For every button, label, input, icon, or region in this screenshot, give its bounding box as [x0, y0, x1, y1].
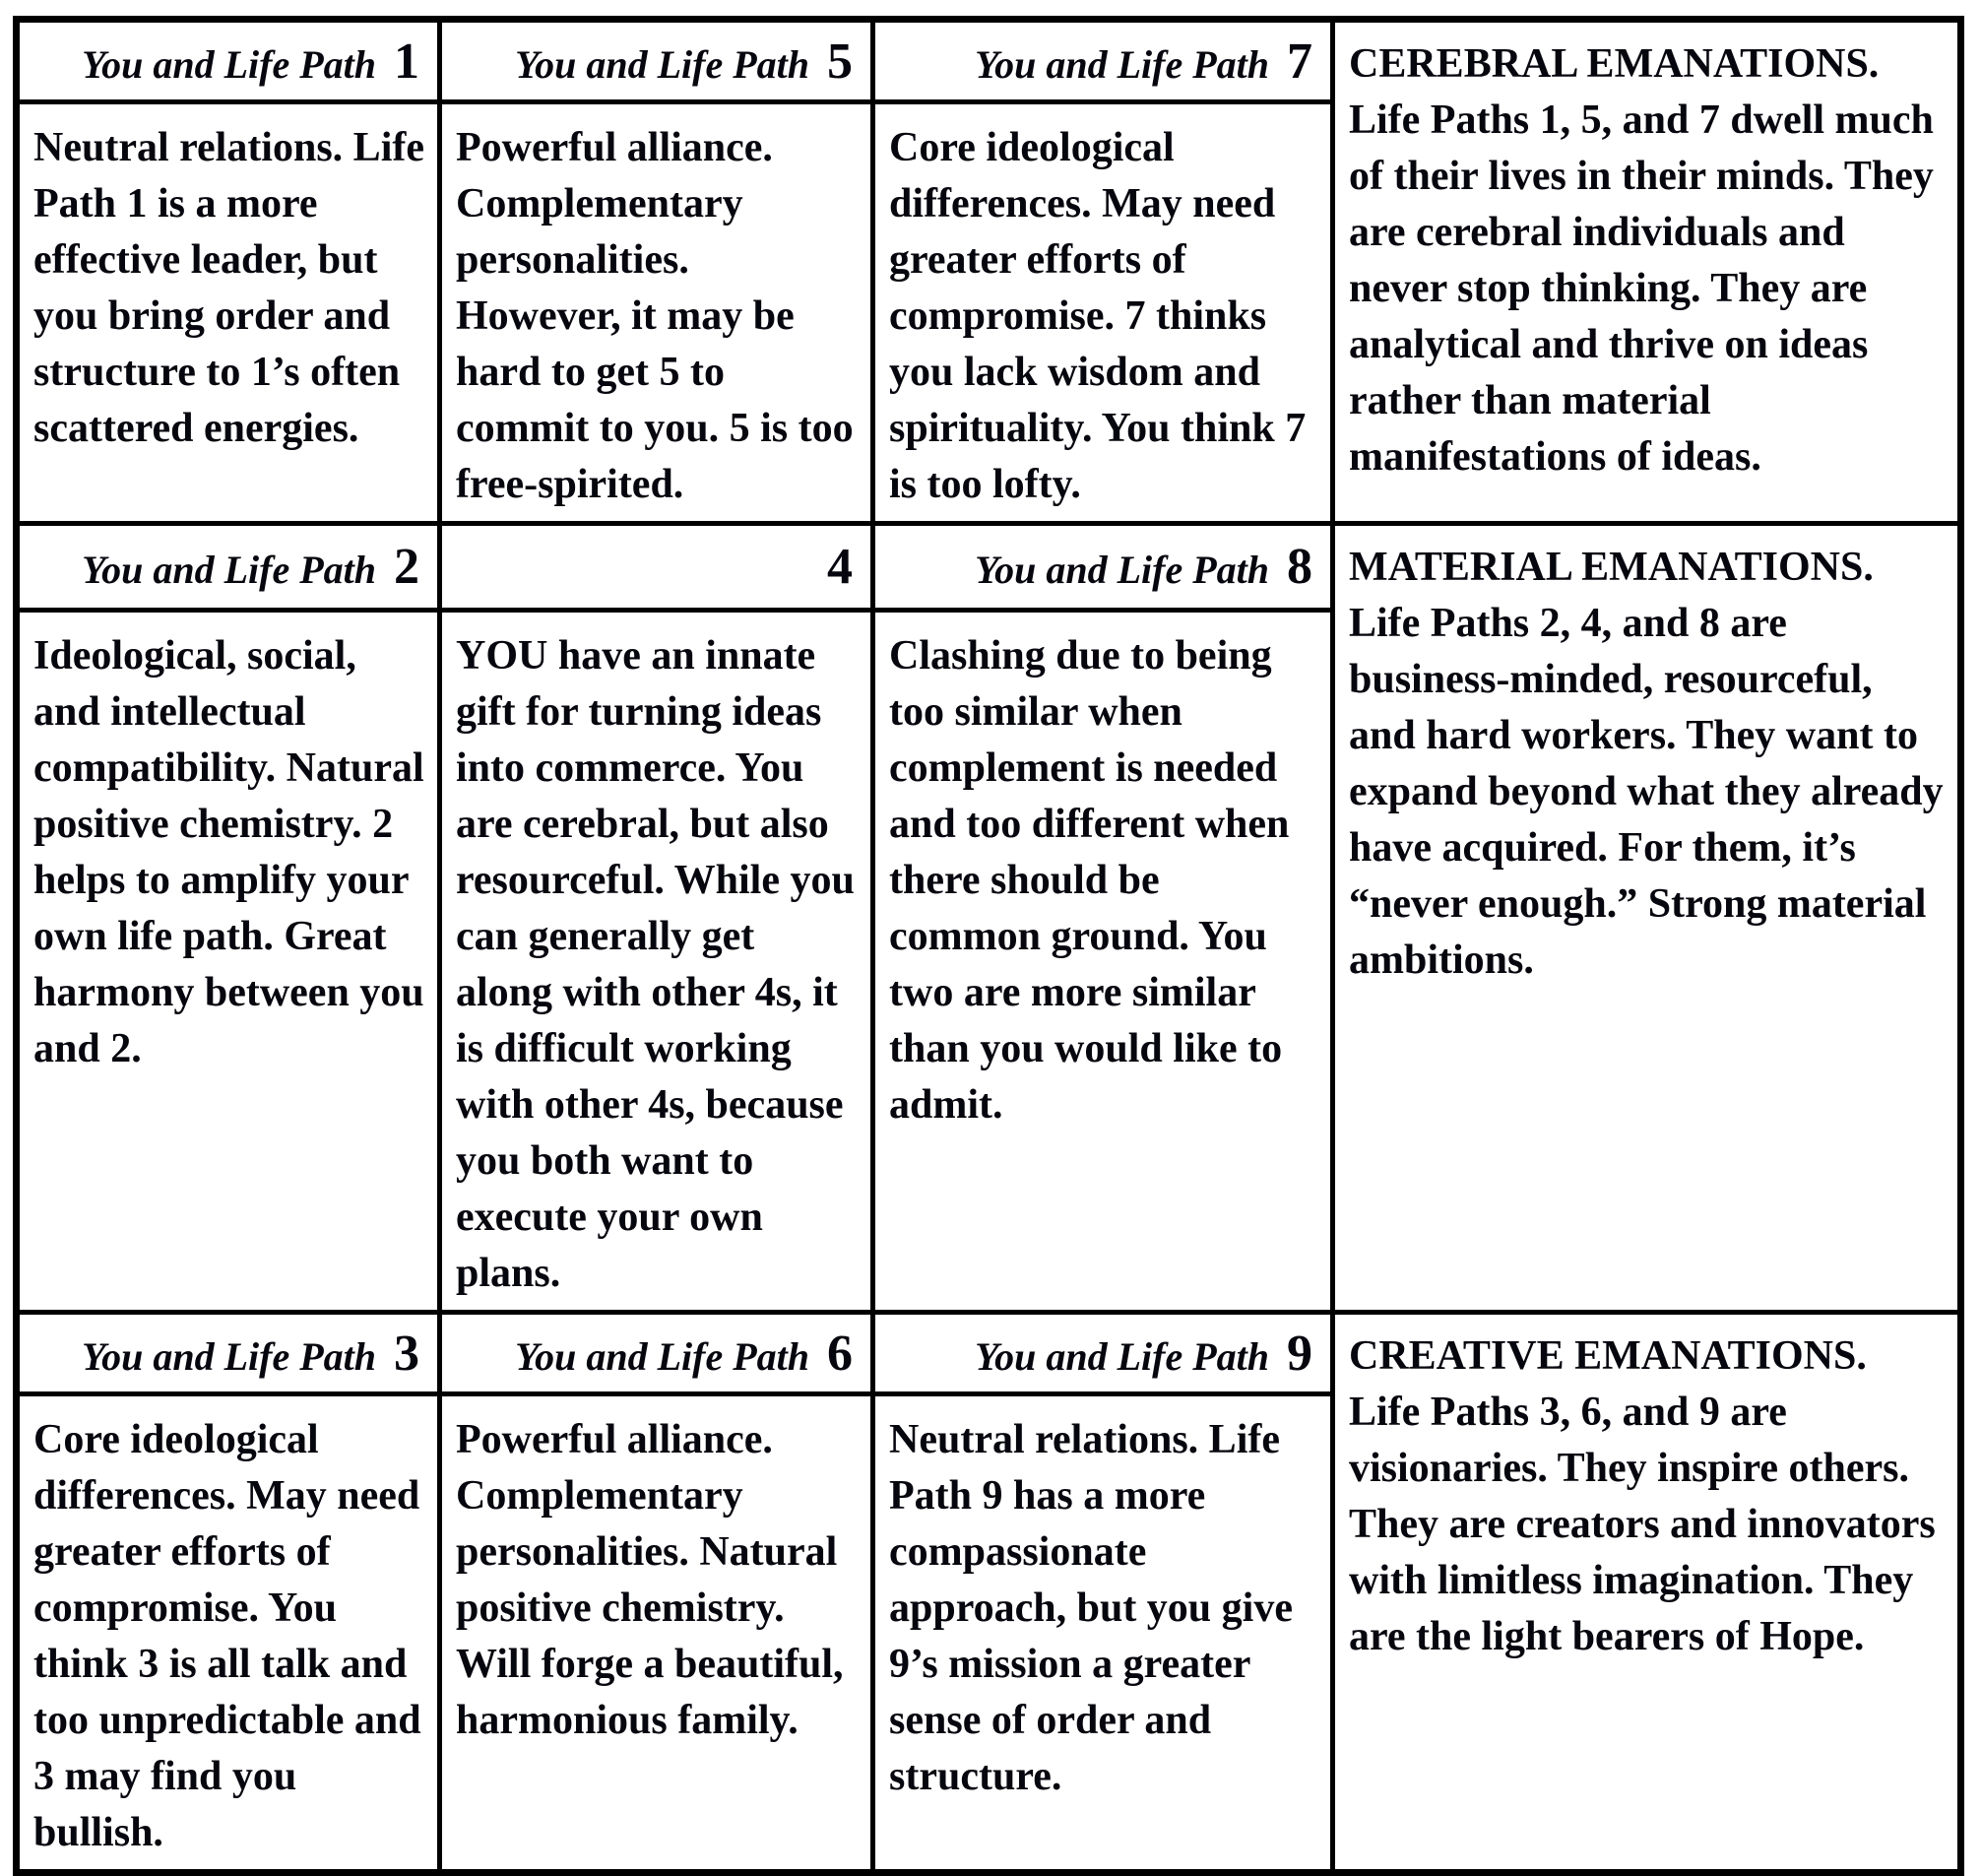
life-path-7-header-cell: [873, 20, 1333, 102]
life-path-8-header-cell: [873, 524, 1333, 611]
header-number: 8: [1287, 539, 1312, 595]
emanation-title: CREATIVE EMANATIONS.: [1349, 1333, 1867, 1379]
header-label: You and Life Path: [975, 1333, 1269, 1379]
header-label: You and Life Path: [82, 1333, 376, 1379]
table-row: [17, 1313, 1961, 1394]
life-path-9-description: Neutral relations. Life Path 9 has a more compassionate approach, but you give 9’s mission a greater sense of order and structure.: [873, 1394, 1333, 1873]
life-path-4-description: YOU have an innate gift for turning ideas into commerce. You are cerebral, but also resourceful. While you can generally get along with other 4s, it is difficult working with other 4s, because you both want to execute your own plans.: [440, 611, 873, 1313]
cerebral-emanations-cell: [1333, 20, 1961, 524]
life-path-3-header-cell: [17, 1313, 440, 1394]
life-path-6-header-cell: [440, 1313, 873, 1394]
life-path-7-description: Core ideological differences. May need greater efforts of compromise. 7 thinks you lack wisdom and spirituality. You think 7 is too lofty.: [873, 102, 1333, 524]
header-label: You and Life Path: [975, 548, 1269, 592]
life-path-5-header-cell: [440, 20, 873, 102]
life-path-compatibility-table: [13, 16, 1964, 1876]
header-number: 2: [394, 539, 419, 595]
emanation-body: Life Paths 2, 4, and 8 are business-minded, resourceful, and hard workers. They want to expand beyond what they already have acquired. For them, it’s “never enough.” Strong material ambitions.: [1349, 601, 1944, 983]
life-path-3-description: Core ideological differences. May need greater efforts of compromise. You think 3 is all talk and too unpredictable and 3 may find you bullish.: [17, 1394, 440, 1873]
life-path-6-description: Powerful alliance. Complementary personalities. Natural positive chemistry. Will forge a beautiful, harmonious family.: [440, 1394, 873, 1873]
life-path-4-header-cell: [440, 524, 873, 611]
life-path-9-header-cell: [873, 1313, 1333, 1394]
table-row: [17, 20, 1961, 102]
life-path-5-description: Powerful alliance. Complementary personalities. However, it may be hard to get 5 to commit to you. 5 is too free-spirited.: [440, 102, 873, 524]
header-number: 1: [394, 32, 419, 90]
table-row: [17, 524, 1961, 611]
life-path-1-header-cell: [17, 20, 440, 102]
header-number: 4: [827, 539, 853, 595]
emanation-body: Life Paths 3, 6, and 9 are visionaries. They inspire others. They are creators and innovators with limitless imagination. They are the light bearers of Hope.: [1349, 1390, 1936, 1659]
header-label: You and Life Path: [515, 1333, 809, 1379]
header-number: 3: [394, 1325, 419, 1382]
creative-emanations-cell: [1333, 1313, 1961, 1873]
emanation-title: CEREBRAL EMANATIONS.: [1349, 41, 1880, 87]
life-path-2-header-cell: [17, 524, 440, 611]
life-path-2-description: Ideological, social, and intellectual compatibility. Natural positive chemistry. 2 helps to amplify your own life path. Great harmony between you and 2.: [17, 611, 440, 1313]
emanation-body: Life Paths 1, 5, and 7 dwell much of their lives in their minds. They are cerebral individuals and never stop thinking. They are analytical and thrive on ideas rather than material manifestations of ideas.: [1349, 97, 1934, 480]
header-label: You and Life Path: [975, 41, 1269, 87]
header-number: 7: [1287, 32, 1312, 90]
emanation-title: MATERIAL EMANATIONS.: [1349, 545, 1874, 590]
header-label: You and Life Path: [82, 41, 376, 87]
header-number: 9: [1287, 1325, 1312, 1382]
header-label: You and Life Path: [515, 41, 809, 87]
life-path-1-description: Neutral relations. Life Path 1 is a more effective leader, but you bring order and structure to 1’s often scattered energies.: [17, 102, 440, 524]
life-path-8-description: Clashing due to being too similar when complement is needed and too different when there should be common ground. You two are more similar than you would like to admit.: [873, 611, 1333, 1313]
header-number: 6: [827, 1325, 853, 1382]
material-emanations-cell: [1333, 524, 1961, 1313]
header-label: You and Life Path: [82, 548, 376, 592]
header-number: 5: [827, 32, 853, 90]
